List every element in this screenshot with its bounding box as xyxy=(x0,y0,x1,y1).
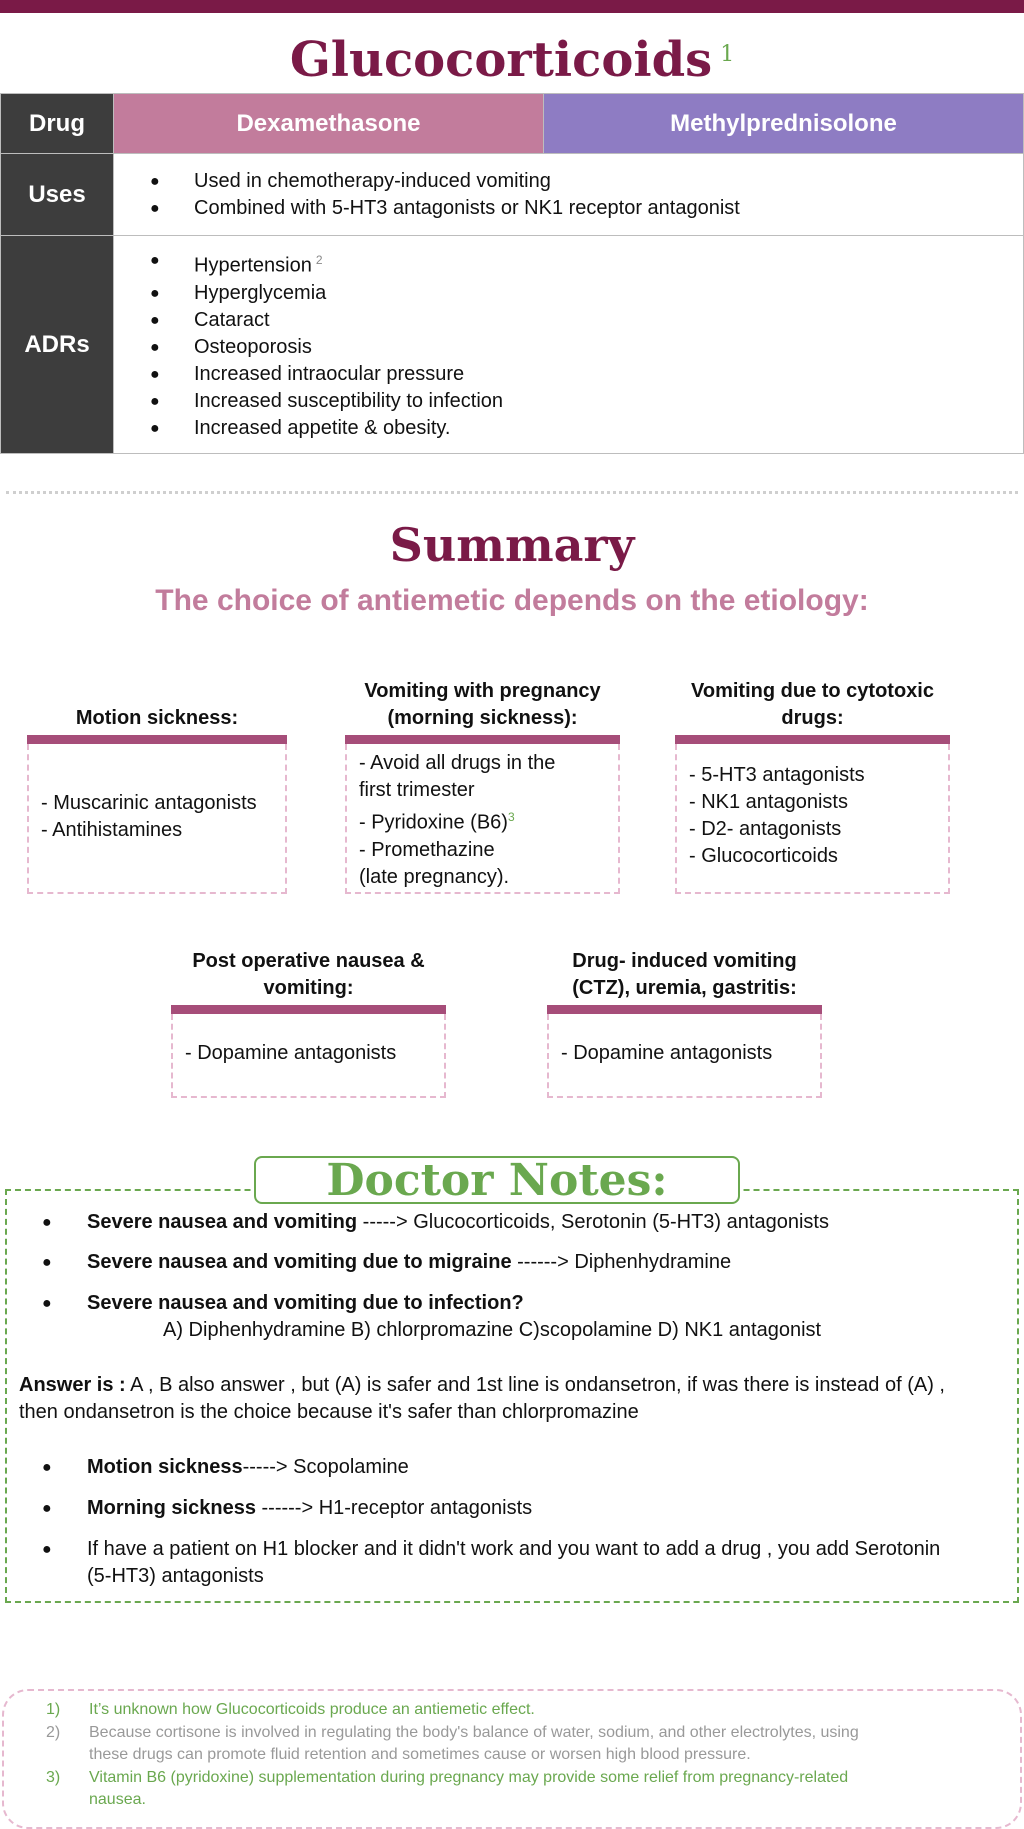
card-line: (late pregnancy). xyxy=(359,865,510,888)
card-bar xyxy=(345,735,620,744)
card-line: - 5-HT3 antagonists xyxy=(689,764,865,786)
note-6-line: (5-HT3) antagonists xyxy=(87,1565,264,1587)
page-title-text: Glucocorticoids xyxy=(289,32,713,88)
card-line xyxy=(359,804,618,837)
card-bar xyxy=(675,735,950,744)
card-line: - Promethazine xyxy=(359,838,495,861)
list-item: ● Osteoporosis xyxy=(194,334,1023,361)
footnote-ref-1: 1 xyxy=(720,42,735,67)
bullet-icon: ● xyxy=(42,1254,52,1271)
note-6 xyxy=(87,1536,940,1590)
note-1: Severe nausea and vomiting -----> Glucocorticoids, Serotonin (5-HT3) antagonists xyxy=(87,1211,829,1233)
list-item xyxy=(194,247,1023,280)
card-line: - D2- antagonists xyxy=(689,818,842,840)
footnote-ref-3: 3 xyxy=(507,810,515,824)
card-line: - Muscarinic antagonists xyxy=(41,792,257,814)
footnote-line: Because cortisone is involved in regulating the body's balance of water, sodium, and other electrolytes, using xyxy=(89,1724,859,1741)
list-item: ● Increased appetite & obesity. xyxy=(194,415,1023,442)
answer-line-2: then ondansetron is the choice because it's safer than chlorpromazine xyxy=(19,1401,639,1423)
footnote-line: nausea. xyxy=(89,1791,146,1808)
bullet-icon: ● xyxy=(42,1541,52,1558)
card-line: - Dopamine antagonists xyxy=(561,1042,773,1064)
footnote-line: Vitamin B6 (pyridoxine) supplementation during pregnancy may provide some relief from pregnancy-related xyxy=(89,1769,849,1786)
note-6-line: If have a patient on H1 blocker and it didn't work and you want to add a drug , you add Serotonin xyxy=(87,1538,941,1560)
card-drug-induced-box xyxy=(547,1014,822,1098)
note-2: Severe nausea and vomiting due to migraine ------> Diphenhydramine xyxy=(87,1251,732,1273)
card-motion-sickness-title: Motion sickness: xyxy=(75,707,239,729)
summary-title: Summary xyxy=(389,518,635,572)
note-4: Motion sickness-----> Scopolamine xyxy=(87,1456,409,1478)
card-cytotoxic-title xyxy=(675,678,950,732)
card-title-line: Drug- induced vomiting xyxy=(572,950,797,972)
card-title-line: Vomiting with pregnancy xyxy=(364,680,601,702)
top-accent-bar xyxy=(0,0,1024,13)
header-methylprednisolone: Methylprednisolone xyxy=(544,94,1024,154)
card-pregnancy-title xyxy=(345,678,620,732)
footnote-ref-2: 2 xyxy=(315,253,323,268)
uses-cell xyxy=(114,154,1024,236)
card-motion-sickness-box xyxy=(27,744,287,894)
bullet-icon: ● xyxy=(42,1295,52,1312)
footnote-line: these drugs can promote fluid retention and sometimes cause or worsen high blood pressure. xyxy=(89,1746,751,1763)
footnote-num: 3) xyxy=(46,1769,61,1786)
card-line: - Dopamine antagonists xyxy=(185,1042,397,1064)
card-drug-induced-title xyxy=(547,948,822,1002)
note-3-options: A) Diphenhydramine B) chlorpromazine C)scopolamine D) NK1 antagonist xyxy=(163,1319,822,1341)
footnote-2-text xyxy=(89,1722,859,1766)
card-postop-box xyxy=(171,1014,446,1098)
adrs-cell xyxy=(114,236,1024,454)
page-title xyxy=(0,32,1024,88)
adr-hypertension: Hypertension xyxy=(194,254,312,277)
bullet-icon: ● xyxy=(42,1459,52,1476)
card-line: first trimester xyxy=(359,779,475,801)
list-item: ● Increased susceptibility to infection xyxy=(194,388,1023,415)
header-drug: Drug xyxy=(1,94,114,154)
bullet-icon: ● xyxy=(42,1214,52,1231)
card-cytotoxic-box xyxy=(675,744,950,894)
card-line: - NK1 antagonists xyxy=(689,791,848,813)
card-title-line: drugs: xyxy=(781,707,844,729)
card-bar xyxy=(27,735,287,744)
card-bar xyxy=(547,1005,822,1014)
uses-list xyxy=(114,168,1023,222)
card-line: - Antihistamines xyxy=(41,819,183,841)
card-title-line: Vomiting due to cytotoxic xyxy=(691,680,934,702)
doctor-notes-label: Doctor Notes: xyxy=(254,1156,740,1204)
card-title-line: (CTZ), uremia, gastritis: xyxy=(572,977,797,999)
note-5: Morning sickness ------> H1-receptor antagonists xyxy=(87,1497,533,1519)
card-pregnancy-box xyxy=(345,744,620,894)
card-title-line: vomiting: xyxy=(263,977,354,999)
glucocorticoids-table xyxy=(0,93,1024,454)
list-item: ● Combined with 5-HT3 antagonists or NK1 receptor antagonist xyxy=(194,195,1023,222)
card-title-line: (morning sickness): xyxy=(387,707,578,729)
footnote-3-text xyxy=(89,1767,848,1811)
answer-line-1: Answer is : A , B also answer , but (A) is safer and 1st line is ondansetron, if was there is instead of (A) , xyxy=(19,1374,945,1396)
bullet-icon: ● xyxy=(42,1500,52,1517)
dotted-divider xyxy=(6,491,1018,494)
list-item: ● Increased intraocular pressure xyxy=(194,361,1023,388)
list-item: ● Hyperglycemia xyxy=(194,280,1023,307)
card-title-line: Post operative nausea & xyxy=(192,950,425,972)
summary-subtitle: The choice of antiemetic depends on the etiology: xyxy=(155,584,869,617)
card-postop-title xyxy=(171,948,446,1002)
card-line: - Glucocorticoids xyxy=(689,845,838,867)
list-item: ● Used in chemotherapy-induced vomiting xyxy=(194,168,1023,195)
row-label-uses: Uses xyxy=(1,154,114,236)
pyridoxine-text: - Pyridoxine (B6) xyxy=(359,811,508,834)
adrs-list xyxy=(114,247,1023,442)
footnote-num: 2) xyxy=(46,1724,61,1741)
card-line: - Avoid all drugs in the xyxy=(359,752,556,774)
header-dexamethasone: Dexamethasone xyxy=(114,94,544,154)
card-bar xyxy=(171,1005,446,1014)
footnote-num: 1) xyxy=(46,1701,61,1718)
list-item: ● Cataract xyxy=(194,307,1023,334)
note-3: Severe nausea and vomiting due to infection? xyxy=(87,1292,524,1314)
row-label-adrs: ADRs xyxy=(1,236,114,454)
footnote-1-text: It’s unknown how Glucocorticoids produce an antiemetic effect. xyxy=(89,1701,535,1718)
